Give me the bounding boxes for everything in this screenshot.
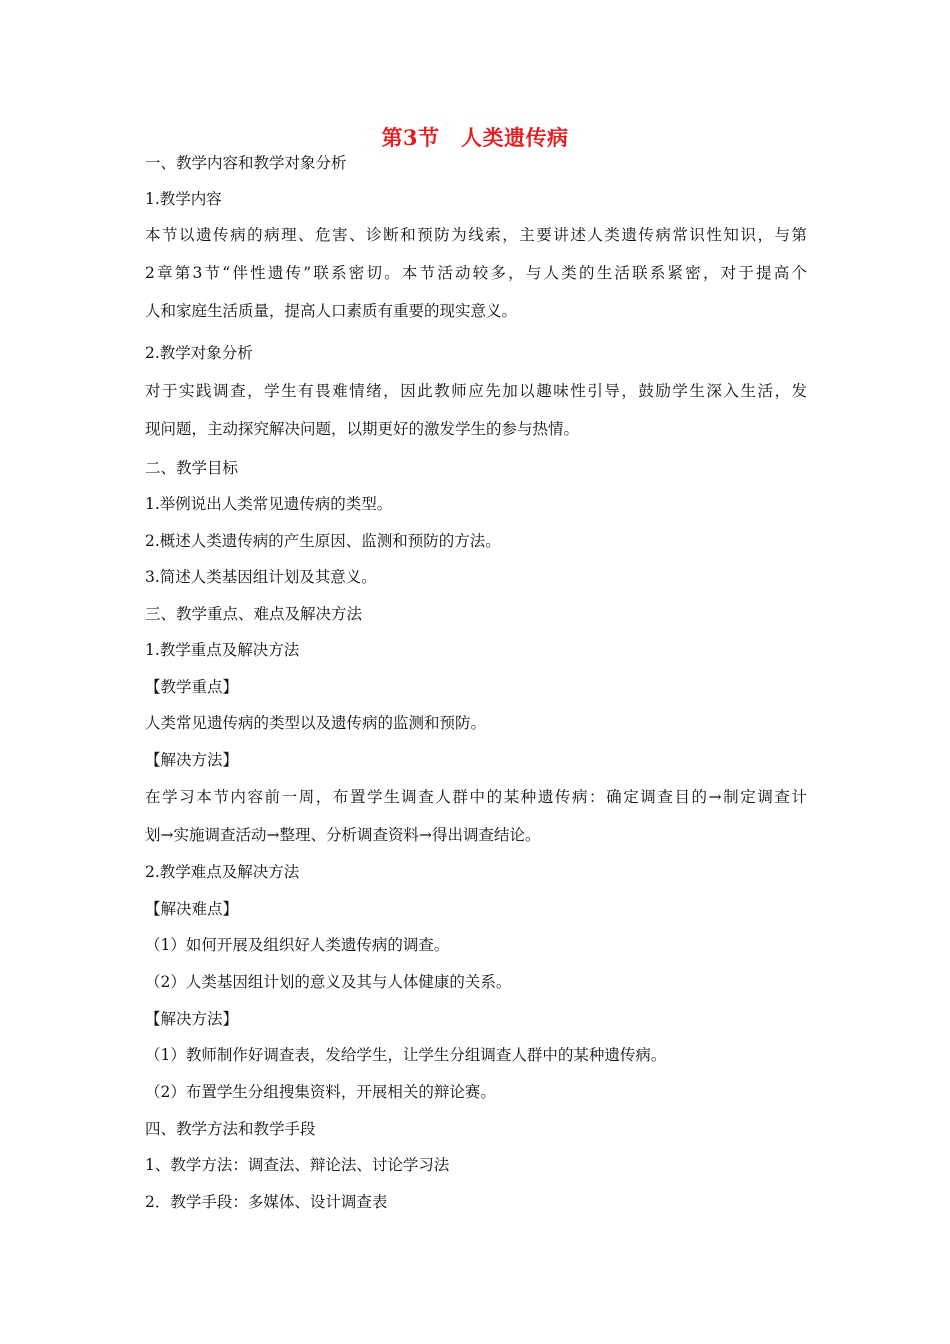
method-item-1: 1、教学方法：调查法、辩论法、讨论学习法 xyxy=(145,1156,450,1174)
bracket-label-solution-2: 【解决方法】 xyxy=(145,1010,239,1028)
bracket-label-solution: 【解决方法】 xyxy=(145,751,239,769)
paragraph-solution xyxy=(145,787,807,863)
paragraph-object-analysis xyxy=(145,381,807,457)
method-item-2: 2．教学手段：多媒体、设计调查表 xyxy=(145,1193,388,1211)
goal-item-2: 2.概述人类遗传病的产生原因、监测和预防的方法。 xyxy=(145,532,501,550)
page-title: 第3节 人类遗传病 xyxy=(381,125,569,150)
paragraph-content xyxy=(145,225,807,339)
section-heading-3: 三、教学重点、难点及解决方法 xyxy=(145,605,363,623)
section-heading-1: 一、教学内容和教学对象分析 xyxy=(145,154,347,172)
paragraph-line: 现问题，主动探究解决问题，以期更好的激发学生的参与热情。 xyxy=(145,420,580,438)
subheading-object-analysis: 2.教学对象分析 xyxy=(145,344,253,362)
subheading-teaching-content: 1.教学内容 xyxy=(145,190,222,208)
paragraph-line: 划→实施调查活动→整理、分析调查资料→得出调查结论。 xyxy=(145,826,541,844)
goal-item-3: 3.简述人类基因组计划及其意义。 xyxy=(145,568,377,586)
bracket-label-difficulties: 【解决难点】 xyxy=(145,900,239,918)
paragraph-line: 对于实践调查，学生有畏难情绪，因此教师应先加以趣味性引导，鼓励学生深入生活，发 xyxy=(145,382,807,400)
difficulty-item-2: （2）人类基因组计划的意义及其与人体健康的关系。 xyxy=(145,973,512,991)
key-points-text: 人类常见遗传病的类型以及遗传病的监测和预防。 xyxy=(145,714,487,732)
paragraph-line: 2章第3节“伴性遗传”联系密切。本节活动较多，与人类的生活联系紧密，对于提高个 xyxy=(145,264,807,282)
section-heading-4: 四、教学方法和教学手段 xyxy=(145,1120,316,1138)
section-heading-2: 二、教学目标 xyxy=(145,459,239,477)
solution-item-2: （2）布置学生分组搜集资料，开展相关的辩论赛。 xyxy=(145,1083,496,1101)
paragraph-line: 人和家庭生活质量，提高人口素质有重要的现实意义。 xyxy=(145,302,518,320)
paragraph-line: 在学习本节内容前一周，布置学生调查人群中的某种遗传病：确定调查目的→制定调查计 xyxy=(145,788,807,806)
paragraph-line: 本节以遗传病的病理、危害、诊断和预防为线索，主要讲述人类遗传病常识性知识，与第 xyxy=(145,226,807,244)
bracket-label-key-points: 【教学重点】 xyxy=(145,678,239,696)
solution-item-1: （1）教师制作好调查表，发给学生，让学生分组调查人群中的某种遗传病。 xyxy=(145,1046,667,1064)
subheading-key-points: 1.教学重点及解决方法 xyxy=(145,641,300,659)
goal-item-1: 1.举例说出人类常见遗传病的类型。 xyxy=(145,495,393,513)
difficulty-item-1: （1）如何开展及组织好人类遗传病的调查。 xyxy=(145,936,450,954)
subheading-difficulties: 2.教学难点及解决方法 xyxy=(145,863,300,881)
